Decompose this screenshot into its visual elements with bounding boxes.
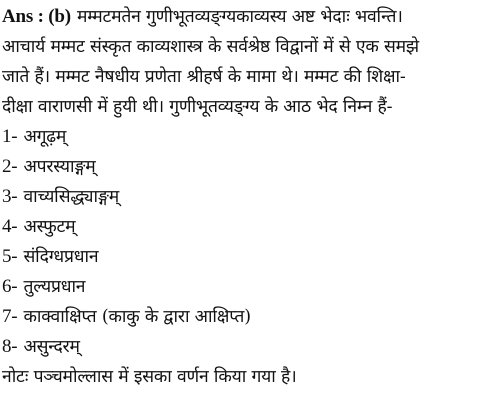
answer-paragraph — [2, 2, 496, 122]
list-item-number: 4- — [2, 216, 18, 237]
list-item-text: असुन्दरम् — [23, 337, 80, 357]
list-item-number: 3- — [2, 186, 18, 207]
answer-line-1 — [2, 2, 496, 32]
list-item — [2, 302, 496, 332]
list-item — [2, 122, 496, 152]
note-text: नोटः पञ्चमोल्लास में इसका वर्णन किया गया है। — [2, 367, 297, 387]
list-item-number: 6- — [2, 276, 18, 297]
answer-label: Ans : (b) — [2, 6, 71, 27]
list-item-text: अस्फुटम् — [23, 217, 76, 237]
answer-line-1-text: मम्मटमतेन गुणीभूतव्यङ्ग्यकाव्यस्य अष्ट भेदाः भवन्ति। — [76, 7, 403, 27]
list-item-text: वाच्यसिद्ध्याङ्गम् — [23, 187, 119, 207]
list-item-number: 1- — [2, 126, 18, 147]
types-list — [2, 122, 496, 362]
list-item — [2, 152, 496, 182]
list-item-number: 2- — [2, 156, 18, 177]
answer-line-4: दीक्षा वाराणसी में हुयी थी। गुणीभूतव्यङ्ग्य के आठ भेद निम्न हैं- — [2, 97, 393, 117]
list-item-number: 8- — [2, 336, 18, 357]
list-item — [2, 182, 496, 212]
list-item-number: 7- — [2, 306, 18, 327]
list-item-number: 5- — [2, 246, 18, 267]
list-item-text: तुल्यप्रधान — [23, 277, 86, 297]
list-item-text: अगूढ़म् — [23, 127, 67, 147]
list-item — [2, 272, 496, 302]
answer-line-3: जाते हैं। मम्मट नैषधीय प्रणेता श्रीहर्ष के मामा थे। मम्मट की शिक्षा- — [2, 67, 406, 87]
list-item-text: संदिग्धप्रधान — [23, 247, 99, 267]
list-item-text: अपरस्याङ्गम् — [23, 157, 96, 177]
list-item — [2, 212, 496, 242]
answer-line-2: आचार्य मम्मट संस्कृत काव्यशास्त्र के सर्वश्रेष्ठ विद्वानों में से एक समझे — [2, 37, 419, 57]
list-item-text: काक्वाक्षिप्त (काकु के द्वारा आक्षिप्त) — [23, 307, 251, 327]
answer-document — [2, 2, 496, 392]
list-item — [2, 332, 496, 362]
list-item — [2, 242, 496, 272]
